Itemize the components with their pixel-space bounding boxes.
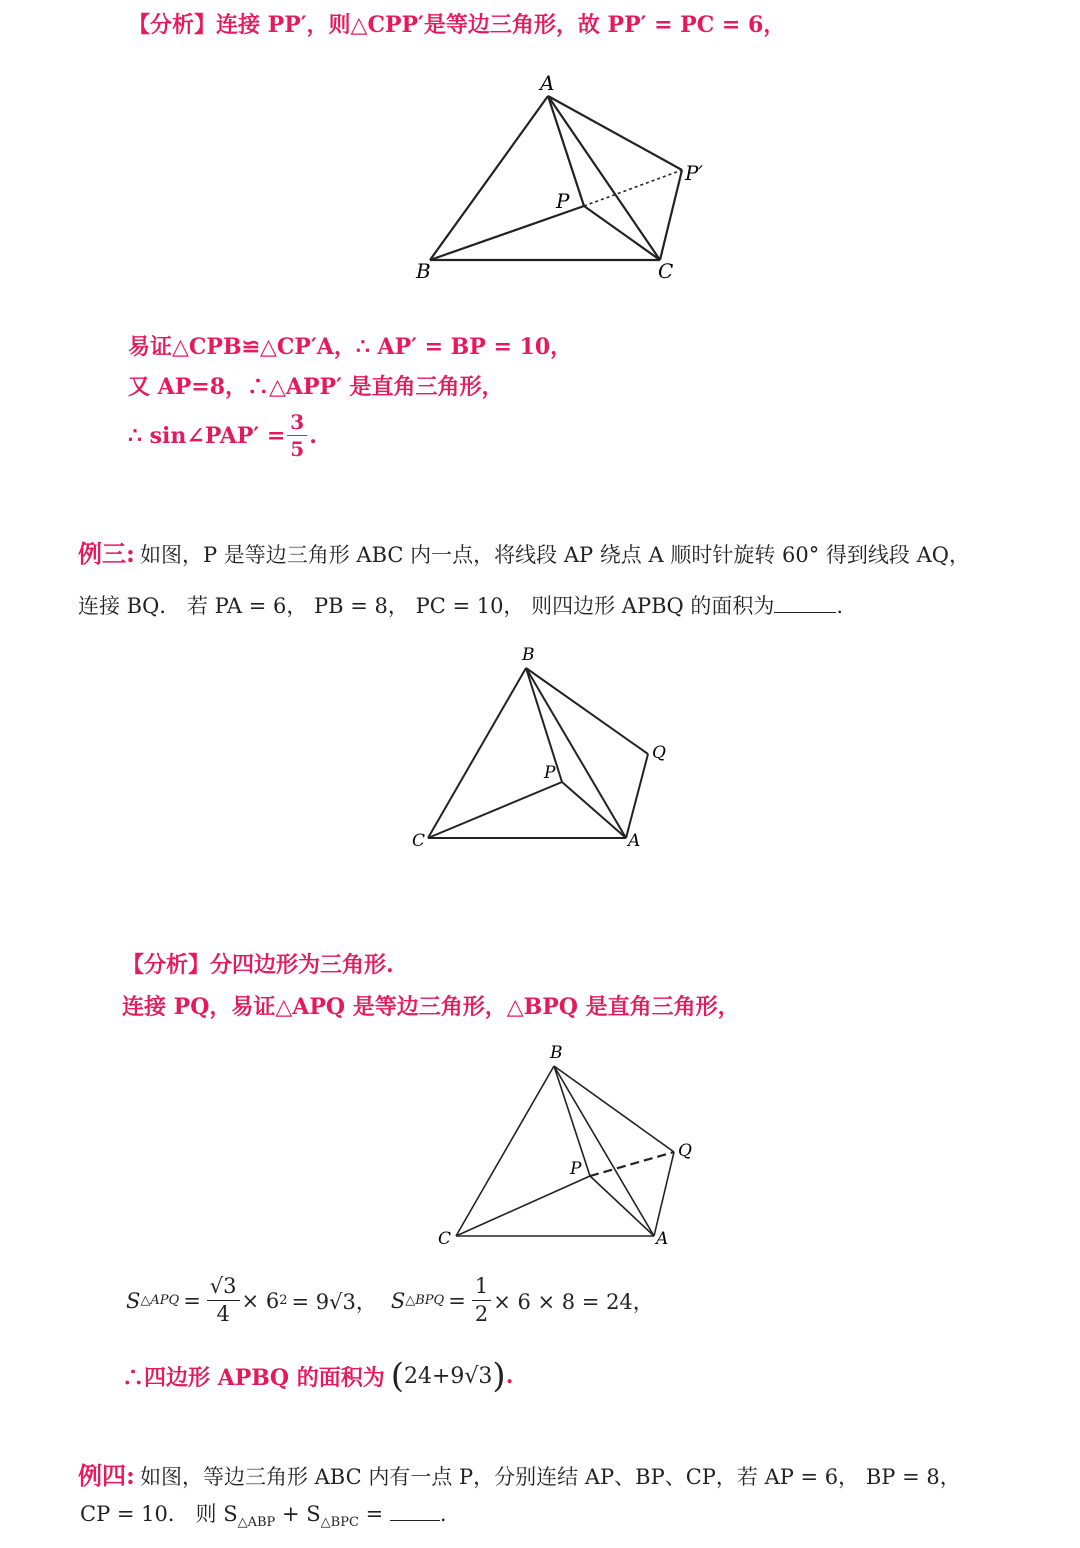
fig2-label-a: A <box>628 831 641 851</box>
edge-pa <box>590 1176 654 1236</box>
fig1-label-b: B <box>416 259 431 283</box>
edge-pp2-dotted <box>584 170 682 206</box>
figure1-diagram <box>400 70 730 290</box>
example4-line2: CP = 10． 则 $S_{\triangle ABP} + S_{\triangle BPC}$ = . <box>80 1502 447 1530</box>
example4-title: 例四: <box>78 1461 135 1490</box>
edge-qa <box>654 1152 674 1236</box>
edge-bc <box>456 1066 554 1236</box>
fig3-label-c: C <box>438 1229 452 1249</box>
answer-blank-2 <box>390 1502 440 1521</box>
edge-ac <box>548 96 660 260</box>
fig1-label-p: P <box>556 189 570 213</box>
example3-line2: 连接 BQ． 若 PA = 6， PB = 8， PC = 10， 则四边形 APBQ 的面积为 . <box>78 594 844 618</box>
analysis1-line4-prefix: ∴ sin∠PAP′ = <box>128 422 286 449</box>
analysis1-line2: 易证△CPB≌△CP′A，∴ AP′ = BP = 10， <box>128 334 573 360</box>
fig3-label-q: Q <box>678 1141 692 1161</box>
area-result: 24+9√3 <box>403 1363 493 1389</box>
example3-title: 例三: <box>78 539 135 568</box>
edge-bc <box>428 668 526 838</box>
conclusion-line: ∴四边形 APBQ 的面积为 ( 24+9√3 ) . <box>122 1356 514 1396</box>
fraction-1-2: $\frac{1}{2}$ <box>472 1276 491 1325</box>
example4-text1: 如图，等边三角形 ABC 内有一点 P，分别连结 AP、BP、CP，若 AP = 6， BP = 8， <box>139 1465 961 1489</box>
edge-bp <box>430 206 584 260</box>
edge-pa <box>562 782 626 838</box>
edge-ba <box>554 1066 654 1236</box>
edge-cp <box>456 1176 590 1236</box>
fig1-label-p-prime: P′ <box>685 161 703 185</box>
analysis1-line4: ∴ sin∠PAP′ = $\frac{3}{5}$ . <box>128 410 317 461</box>
edge-bq <box>554 1066 674 1152</box>
analysis1-line3: 又 AP=8，∴△APP′ 是直角三角形， <box>128 374 504 400</box>
fig1-label-c: C <box>658 259 674 283</box>
figure3-diagram <box>430 1040 710 1250</box>
edge-qa <box>626 754 648 838</box>
fig3-label-b: B <box>550 1043 563 1063</box>
example4-line1 <box>78 1456 961 1491</box>
analysis1-line1: 【分析】连接 PP′，则△CPP′是等边三角形，故 PP′ = PC = 6， <box>128 12 786 38</box>
fig3-label-p: P <box>570 1159 582 1179</box>
analysis2-line2: 连接 PQ，易证△APQ 是等边三角形，△BPQ 是直角三角形， <box>122 994 740 1020</box>
edge-cp <box>428 782 562 838</box>
edge-ba <box>526 668 626 838</box>
fig2-label-q: Q <box>652 743 666 763</box>
fig2-label-c: C <box>412 831 426 851</box>
edge-pc <box>584 206 660 260</box>
edge-bq <box>526 668 648 754</box>
answer-blank <box>774 594 836 613</box>
figure2-diagram <box>400 640 700 860</box>
example3-text1: 如图，P 是等边三角形 ABC 内一点，将线段 AP 绕点 A 顺时针旋转 60° 得到线段 AQ， <box>139 543 970 567</box>
edge-p2c <box>660 170 682 260</box>
edge-pq-dashed <box>590 1152 674 1176</box>
fraction-3-5: $\frac{3}{5}$ <box>287 412 307 459</box>
fig2-label-p: P <box>544 763 556 783</box>
edge-ab <box>430 96 548 260</box>
example3-line1 <box>78 534 970 569</box>
fraction-sqrt3-4: $\frac{√3}{4}$ <box>207 1276 240 1325</box>
area-formula: S △APQ = $\frac{√3}{4}$ × 6 2 = 9√3， S △BPQ = $\frac{1}{2}$ × 6 × 8 = 24， <box>126 1274 654 1326</box>
analysis2-line1: 【分析】分四边形为三角形. <box>122 952 394 978</box>
fig1-label-a: A <box>540 71 555 95</box>
fig3-label-a: A <box>656 1229 669 1249</box>
fig2-label-b: B <box>522 645 535 665</box>
